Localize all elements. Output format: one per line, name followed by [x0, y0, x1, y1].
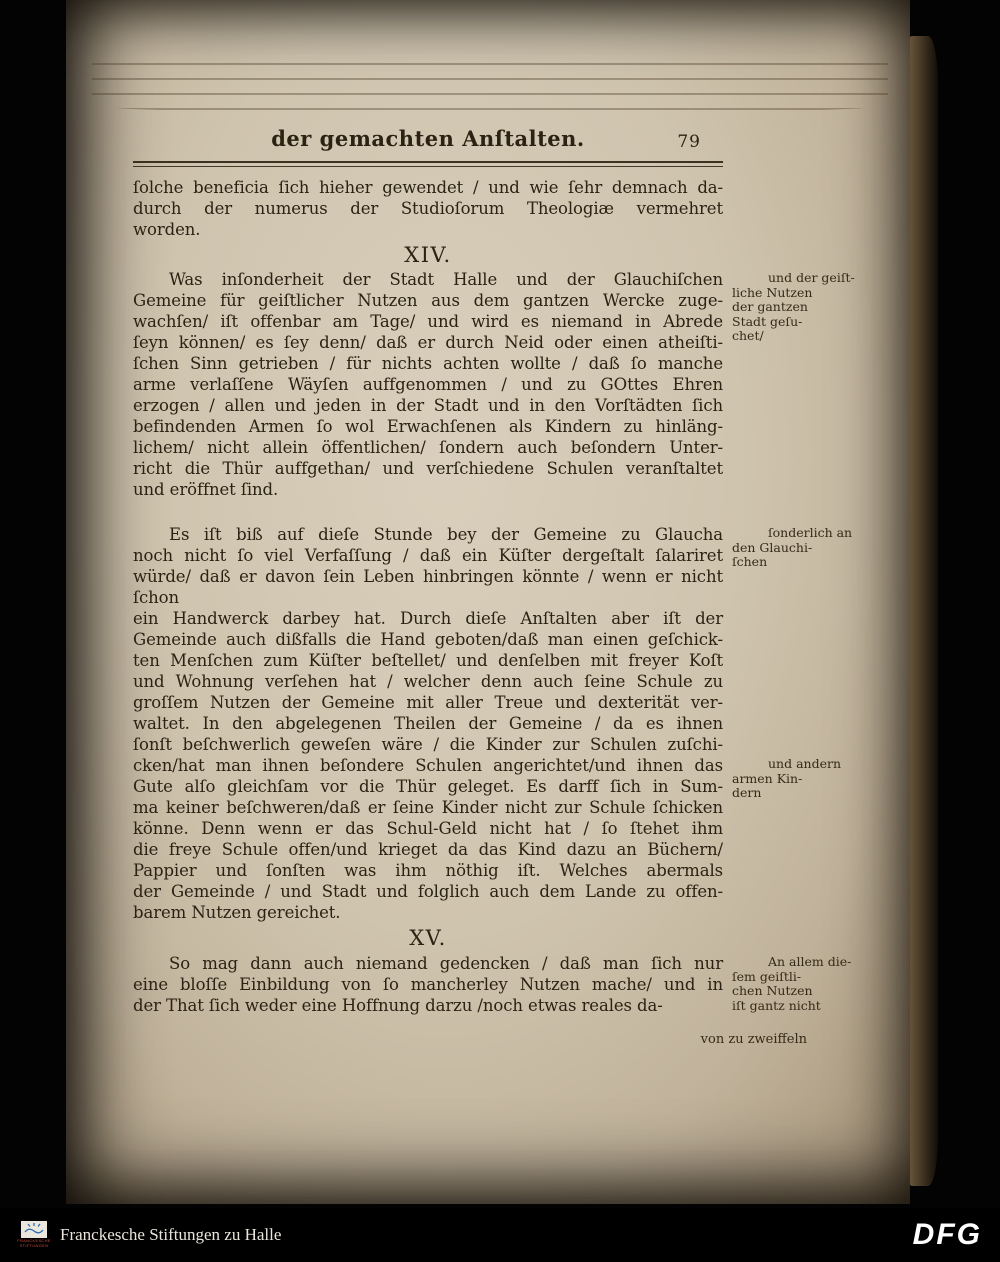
text-line: lichem/ nicht allein öffentlichen/ ſondern auch beſondern Unter- [133, 438, 723, 457]
text-line: ſchen [732, 554, 768, 569]
text-line: könne. Denn wenn er das Schul-Geld nicht hat / ſo ſtehet ihm [133, 819, 723, 838]
margin-note-xv [732, 955, 884, 1013]
text-line: waltet. In den abgelegenen Theilen der Gemeine / da es ihnen [133, 714, 723, 733]
section-heading-xiv: XIV. [404, 243, 452, 267]
margin-note-lines [732, 271, 884, 344]
paragraph-lines [133, 524, 723, 923]
text-line: Gemeinde auch dißfalls die Hand geboten/daß man einen geſchick- [133, 630, 723, 649]
text-line: ſonſt beſchwerlich geweſen wäre / die Kinder zur Schulen zuſchi- [133, 735, 723, 754]
text-line: und der geiſt- [768, 270, 855, 285]
margin-note-lines [732, 526, 884, 570]
text-line: der Gemeinde / und Stadt und folglich auch dem Lande zu offen- [133, 882, 723, 901]
paragraph-lines [133, 269, 723, 500]
text-line: armen Kin- [732, 770, 803, 786]
page [66, 0, 910, 1204]
text-line: An allem die- [768, 954, 852, 969]
paragraph-lines [133, 177, 723, 240]
text-line: ten Menſchen zum Küſter beſtellet/ und denſelben mit freyer Koſt [133, 651, 723, 670]
text-line: durch der numerus der Studioſorum Theologiæ vermehret [133, 199, 723, 218]
text-line: erzogen / allen und jeden in der Stadt und in den Vorſtädten ſich [133, 396, 723, 415]
paragraph-xiv [133, 269, 855, 500]
margin-note-glaucha-2 [732, 757, 884, 801]
text-line: der gantzen [732, 299, 808, 314]
text-line: würde/ daß er davon ſein Leben hinbringen könnte / wenn er nicht ſchon [133, 567, 723, 607]
text-line: cken/hat man ihnen beſondere Schulen angerichtet/und ihnen das [133, 756, 723, 775]
paragraph-xv [133, 953, 852, 1016]
text-line: Gute alſo gleichſam vor die Thür geleget. Es darff ſich in Sum- [133, 777, 723, 796]
section-heading-xv: XV. [409, 926, 447, 950]
text-line: worden. [133, 220, 201, 239]
text-line: liche Nutzen [732, 284, 813, 300]
fs-logo-caption-line2: STIFTUNGEN [19, 1243, 49, 1248]
text-line: ein Handwerck darbey hat. Durch dieſe Anſtalten aber iſt der [133, 609, 723, 628]
margin-note-xiv [732, 271, 884, 344]
text-line: groſſem Nutzen der Gemeine mit aller Treue und dexterität ver- [133, 693, 723, 712]
text-line: und andern [768, 756, 842, 771]
text-line: So mag dann auch niemand gedencken / daß man ſich nur [169, 954, 723, 973]
text-line: Pappier und ſonſten was ihm nöthig iſt. Welches abermals [133, 861, 723, 880]
dfg-logo: DFG [912, 1218, 982, 1251]
page-number: 79 [677, 132, 701, 152]
running-title: der gemachten Anſtalten. [271, 126, 585, 151]
text-line: die freye Schule offen/und krieget da das Kind dazu an Büchern/ [133, 840, 723, 859]
text-line: ſchen Sinn getrieben / für nichts achten wollte / daß ſo manche [133, 354, 723, 373]
text-line: Stadt geſu- [732, 313, 803, 329]
margin-note-overflow: von zu zweiffeln [700, 1032, 807, 1047]
text-line: befindenden Armen ſo wol Erwachſenen als Kindern zu hinläng- [133, 417, 723, 436]
text-line: ma keiner beſchweren/daß er ſeine Kinder nicht zur Schule ſchicken [133, 798, 723, 817]
text-line: ſeyn können/ es ſey denn/ daß er durch Neid oder einen atheiſti- [133, 333, 723, 352]
text-column [133, 0, 855, 1047]
text-line: barem Nutzen gereichet. [133, 903, 341, 922]
paragraph-lines [133, 953, 723, 1016]
text-line: arme verlaſſene Wäyſen auffgenommen / und zu GOttes Ehren [133, 375, 723, 394]
text-line: iſt gantz nicht [732, 997, 821, 1013]
viewer-footer-bar [0, 1208, 1000, 1262]
text-line: dern [732, 785, 762, 800]
institution-label: Franckesche Stiftungen zu Halle [60, 1225, 282, 1244]
margin-note-glaucha-1 [732, 526, 884, 570]
page-header [133, 126, 723, 152]
text-line: den Glauchi- [732, 539, 813, 555]
text-line: und eröffnet ſind. [133, 480, 279, 499]
text-line: ſonderlich an [768, 525, 853, 540]
fs-logo-caption-line1: FRANCKESCHE [17, 1238, 51, 1244]
text-line: Es iſt biß auf dieſe Stunde bey der Gemeine zu Glaucha [169, 525, 723, 544]
header-rule [133, 161, 723, 167]
paragraph-intro [133, 177, 723, 240]
text-line: der That ſich weder eine Hoffnung darzu /noch etwas reales da- [133, 996, 663, 1015]
margin-note-lines [732, 757, 884, 801]
fs-logo-emblem-icon [21, 1221, 47, 1238]
text-line: richt die Thür auffgethan/ und verſchiedene Schulen veranſtaltet [133, 459, 723, 478]
text-line: ſolche beneficia ſich hieher gewendet / und wie ſehr demnach da- [133, 178, 723, 197]
franckesche-stiftungen-logo [18, 1221, 50, 1248]
margin-note-lines [732, 955, 884, 1013]
text-line: chet/ [732, 328, 764, 343]
text-line: ſem geiſtli- [732, 968, 802, 984]
text-line: Was inſonderheit der Stadt Halle und der Glauchiſchen [169, 270, 723, 289]
text-line: noch nicht ſo viel Verfaſſung / daß ein Küſter dergeſtalt ſalariret [133, 546, 723, 565]
paragraph-glaucha [133, 524, 853, 923]
text-line: eine bloſſe Einbildung von ſo mancherley Nutzen mache/ und in [133, 975, 723, 994]
fs-logo-caption [17, 1239, 51, 1248]
text-line: und Wohnung verſehen hat / welcher denn auch ſeine Schule zu [133, 672, 723, 691]
text-line: wachſen/ iſt offenbar am Tage/ und wird es niemand in Abrede [133, 312, 723, 331]
text-line: Gemeine für geiſtlicher Nutzen aus dem gantzen Wercke zuge- [133, 291, 723, 310]
text-line: chen Nutzen [732, 983, 813, 998]
